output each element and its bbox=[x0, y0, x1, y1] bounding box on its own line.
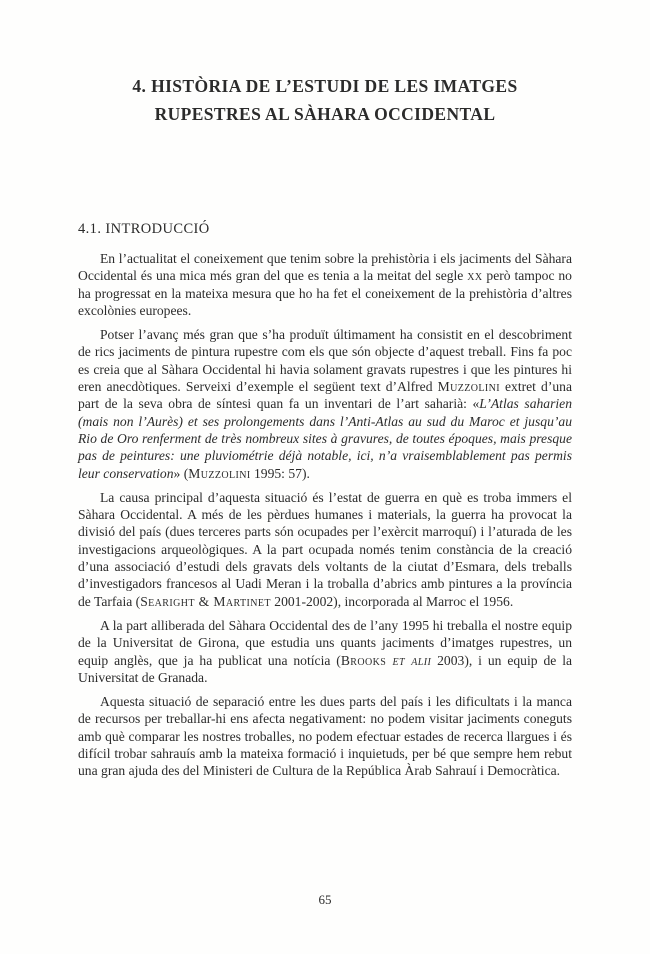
body-paragraphs bbox=[78, 250, 572, 787]
text-run: La causa principal d’aquesta situació és l’estat de guerra en què es troba immers el Sàhara Occidental. A més de les pèrdues humanes i materials, la guerra ha provocat la divisió del país (dues terceres parts són ocupades per l’exèrcit marroquí) i l’aturada de les investigacions arqueològiques. A la part ocupada només tenim constància de la creació d’una associació d’estudi dels gravats dels voltants de la ciutat d’Esmara, dels treballs d’investigadors francesos al Uadi Meran i la troballa d’abrics amb pintures a la província de Tarfaia ( bbox=[78, 489, 572, 609]
text-run: Aquesta situació de separació entre les dues parts del país i les dificultats i la manca de recursos per treballar-hi ens afecta negativament: no podem visitar jaciments coneguts amb què comparar les nostres troballes, no podem efectuar estades de recerca llargues i és difícil trobar sahrauís amb la mateixa formació i inquietuds, per bé que sempre hem rebut una gran ajuda des del Ministeri de Cultura de la República Àrab Sahrauí i Democràtica. bbox=[78, 694, 572, 779]
page-number: 65 bbox=[318, 892, 332, 907]
paragraph bbox=[78, 693, 572, 779]
paragraph bbox=[78, 326, 572, 482]
text-run: Potser l’avanç més gran que s’ha produït últimament ha consistit en el descobriment de rics jaciments de pintura rupestre com els que són objecte d’aquest treball. Fins fa poc es creia que al Sàhara Occidental hi havia solament gravats rupestres i que les pintures hi eren anecdòtiques. Serveixi d’exemple el següent text d’Alfred bbox=[78, 327, 572, 395]
chapter-title bbox=[78, 72, 572, 128]
text-run: extret d’una part de la seva obra de síntesi quan fa un inventari de l’art saharià: « bbox=[78, 379, 572, 412]
paragraph bbox=[78, 489, 572, 610]
text-run: xx bbox=[467, 268, 483, 284]
section-heading: 4.1. INTRODUCCIÓ bbox=[78, 221, 210, 237]
text-run: Muzzolini bbox=[188, 465, 251, 481]
text-run: Searight & Martinet bbox=[140, 593, 271, 609]
text-run: 2001-2002), incorporada al Marroc el 1956. bbox=[270, 593, 514, 609]
paragraph bbox=[78, 250, 572, 319]
text-run: et alii bbox=[392, 652, 432, 668]
text-run: 1995: 57). bbox=[250, 465, 310, 481]
text-run: L’Atlas saharien (mais non l’Aurès) et ses prolongements dans l’Anti-Atlas au sud du Maroc et jusqu’au Rio de Oro renferment de très nombreux sites à gravures, de toutes époques, mais presque pas de peintures: une pluviométrie déjà notable, ici, n’a vraisemblablement pas permis leur conservation bbox=[78, 396, 572, 481]
text-run: Brooks bbox=[340, 652, 393, 668]
chapter-title-line-1: 4. HISTÒRIA DE L’ESTUDI DE LES IMATGES bbox=[132, 76, 518, 96]
text-run: A la part alliberada del Sàhara Occidental des de l’any 1995 hi treballa el nostre equip de la Universitat de Girona, que estudia uns quants jaciments d’imatges rupestres, un equip anglès, que ja ha publicat una notícia ( bbox=[78, 617, 572, 668]
text-run: » ( bbox=[173, 465, 189, 481]
chapter-title-line-2: RUPESTRES AL SÀHARA OCCIDENTAL bbox=[154, 104, 496, 124]
text-run: 2003), i un equip de la Universitat de Granada. bbox=[78, 652, 573, 685]
text-run: En l’actualitat el coneixement que tenim sobre la prehistòria i els jaciments del Sàhara Occidental és una mica més gran del que es tenia a la meitat del segle bbox=[78, 251, 572, 284]
text-run: Muzzolini bbox=[437, 379, 500, 395]
text-run: però tampoc no ha progressat en la mateixa mesura que ho ha fet el coneixement de la prehistòria d’altres excolònies europees. bbox=[78, 268, 572, 318]
paragraph bbox=[78, 617, 572, 686]
